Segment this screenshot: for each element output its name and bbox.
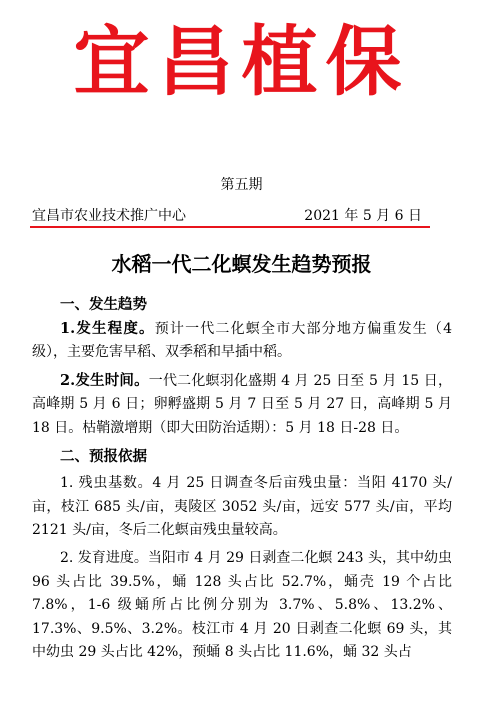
paragraph-text: 一代二化螟羽化盛期 4 月 25 日至 5 月 15 日，高峰期 5 月 6 日；卵孵盛期 5 月 7 日至 5 月 27 日，高峰期 5 月 18 日。枯鞘激增期（即大田防治适期）：5 月 18 日-28 日。 bbox=[32, 372, 452, 436]
paragraph: 1. 残虫基数。4 月 25 日调查冬后亩残虫量：当阳 4170 头/亩，枝江 685 头/亩，夷陵区 3052 头/亩，远安 577 头/亩，平均 2121 头/亩，冬后二化螟亩残虫量较高。 bbox=[32, 475, 452, 539]
paragraph bbox=[32, 369, 452, 441]
document-title: 水稻一代二化螟发生趋势预报 bbox=[111, 252, 372, 276]
section-heading: 一、发生趋势 bbox=[60, 296, 147, 313]
publish-date: 2021 年 5 月 6 日 bbox=[304, 208, 422, 224]
paragraph: 2. 发育进度。当阳市 4 月 29 日剥查二化螟 243 头，其中幼虫 96 头占比 39.5%，蛹 128 头占比 52.7%，蛹壳 19 个占比 7.8%，1-6 级蛹所占比例分别为 3.7%、5.8%、13.2%、17.3%、9.5%、3.2%。枝江市 4 月 20 日剥查二化螟 69 头，其中幼虫 29 头占比 42%，预蛹 8 头占比 11.6%，蛹 32 头占 bbox=[32, 549, 452, 661]
paragraph-lead: 2.发生时间。 bbox=[60, 371, 149, 389]
issue-number: 第五期 bbox=[220, 177, 263, 193]
masthead-title: 宜昌植保 bbox=[73, 17, 410, 106]
publisher-line bbox=[30, 207, 430, 227]
section-heading: 二、预报依据 bbox=[60, 447, 147, 465]
header-divider bbox=[30, 226, 430, 228]
publisher-name: 宜昌市农业技术推广中心 bbox=[32, 208, 186, 224]
paragraph-text: 预计一代二化螟全市大部分地方偏重发生（4 级），主要危害早稻、双季稻和早插中稻。 bbox=[32, 320, 453, 361]
document-body bbox=[32, 293, 452, 665]
paragraph-lead: 1.发生程度。 bbox=[60, 319, 155, 337]
paragraph bbox=[32, 317, 452, 365]
